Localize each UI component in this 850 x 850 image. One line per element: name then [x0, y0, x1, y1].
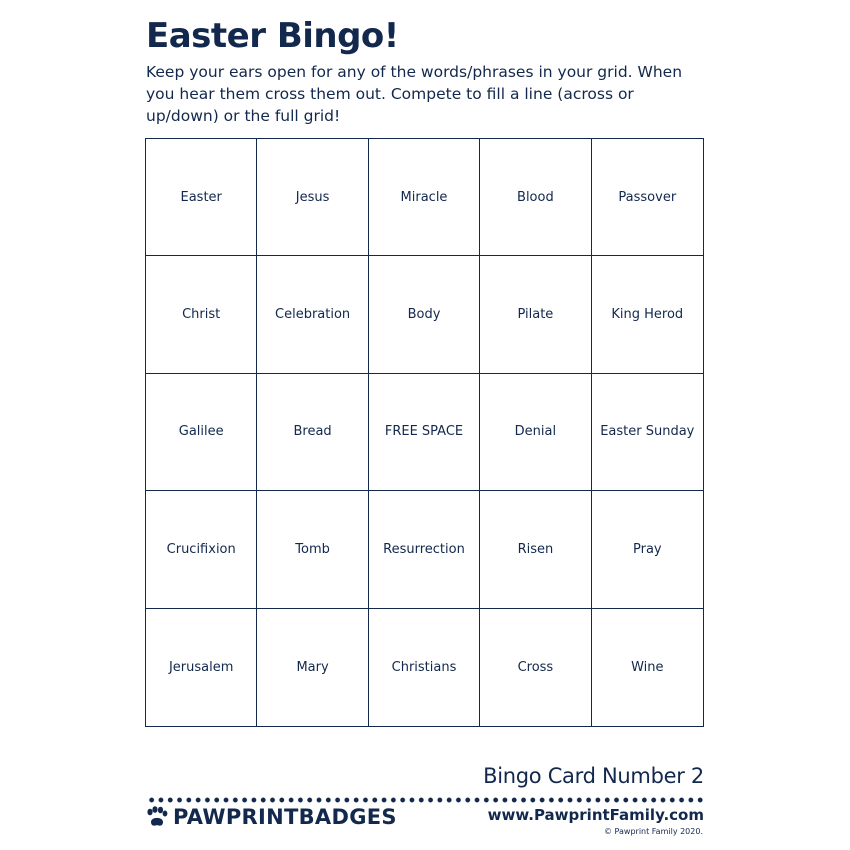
bingo-cell[interactable]: Jesus — [257, 139, 368, 256]
paw-icon — [145, 806, 169, 828]
bingo-cell[interactable]: Cross — [480, 609, 591, 726]
brand-name: PAWPRINTBADGES — [173, 805, 397, 829]
bingo-cell[interactable]: Crucifixion — [146, 491, 257, 608]
bingo-cell[interactable]: Galilee — [146, 374, 257, 491]
bingo-cell[interactable]: Pray — [592, 491, 703, 608]
bingo-cell[interactable]: Celebration — [257, 256, 368, 373]
brand-logo — [145, 805, 397, 829]
bingo-cell[interactable]: Christ — [146, 256, 257, 373]
bingo-cell[interactable]: Resurrection — [369, 491, 480, 608]
bingo-cell[interactable]: Blood — [480, 139, 591, 256]
instructions-text: Keep your ears open for any of the words/phrases in your grid. When you hear them cross them out. Compete to fill a line (across or up/down) or the full grid! — [146, 63, 683, 125]
page-title: Easter Bingo! — [146, 16, 399, 56]
bingo-cell[interactable]: Bread — [257, 374, 368, 491]
bingo-cell[interactable]: Pilate — [480, 256, 591, 373]
bingo-grid — [145, 138, 704, 727]
bingo-cell[interactable]: Risen — [480, 491, 591, 608]
bingo-cell[interactable]: Denial — [480, 374, 591, 491]
website-link[interactable]: www.PawprintFamily.com — [487, 806, 704, 824]
bingo-cell[interactable]: Easter Sunday — [592, 374, 703, 491]
bingo-cell[interactable]: Wine — [631, 659, 664, 675]
dotted-divider — [147, 797, 705, 803]
bingo-cell[interactable]: Christians — [369, 609, 480, 726]
bingo-cell[interactable]: King Herod — [592, 256, 703, 373]
bingo-cell[interactable]: Tomb — [257, 491, 368, 608]
bingo-cell[interactable]: Mary — [257, 609, 368, 726]
bingo-cell[interactable]: Passover — [592, 139, 703, 256]
bingo-cell[interactable]: Jerusalem — [146, 609, 257, 726]
bingo-cell[interactable]: Body — [369, 256, 480, 373]
copyright-text: © Pawprint Family 2020. — [604, 827, 703, 836]
bingo-cell[interactable]: Easter — [146, 139, 257, 256]
card-number: Bingo Card Number 2 — [483, 764, 704, 788]
bingo-cell[interactable]: Miracle — [369, 139, 480, 256]
bingo-cell[interactable]: FREE SPACE — [369, 374, 480, 491]
